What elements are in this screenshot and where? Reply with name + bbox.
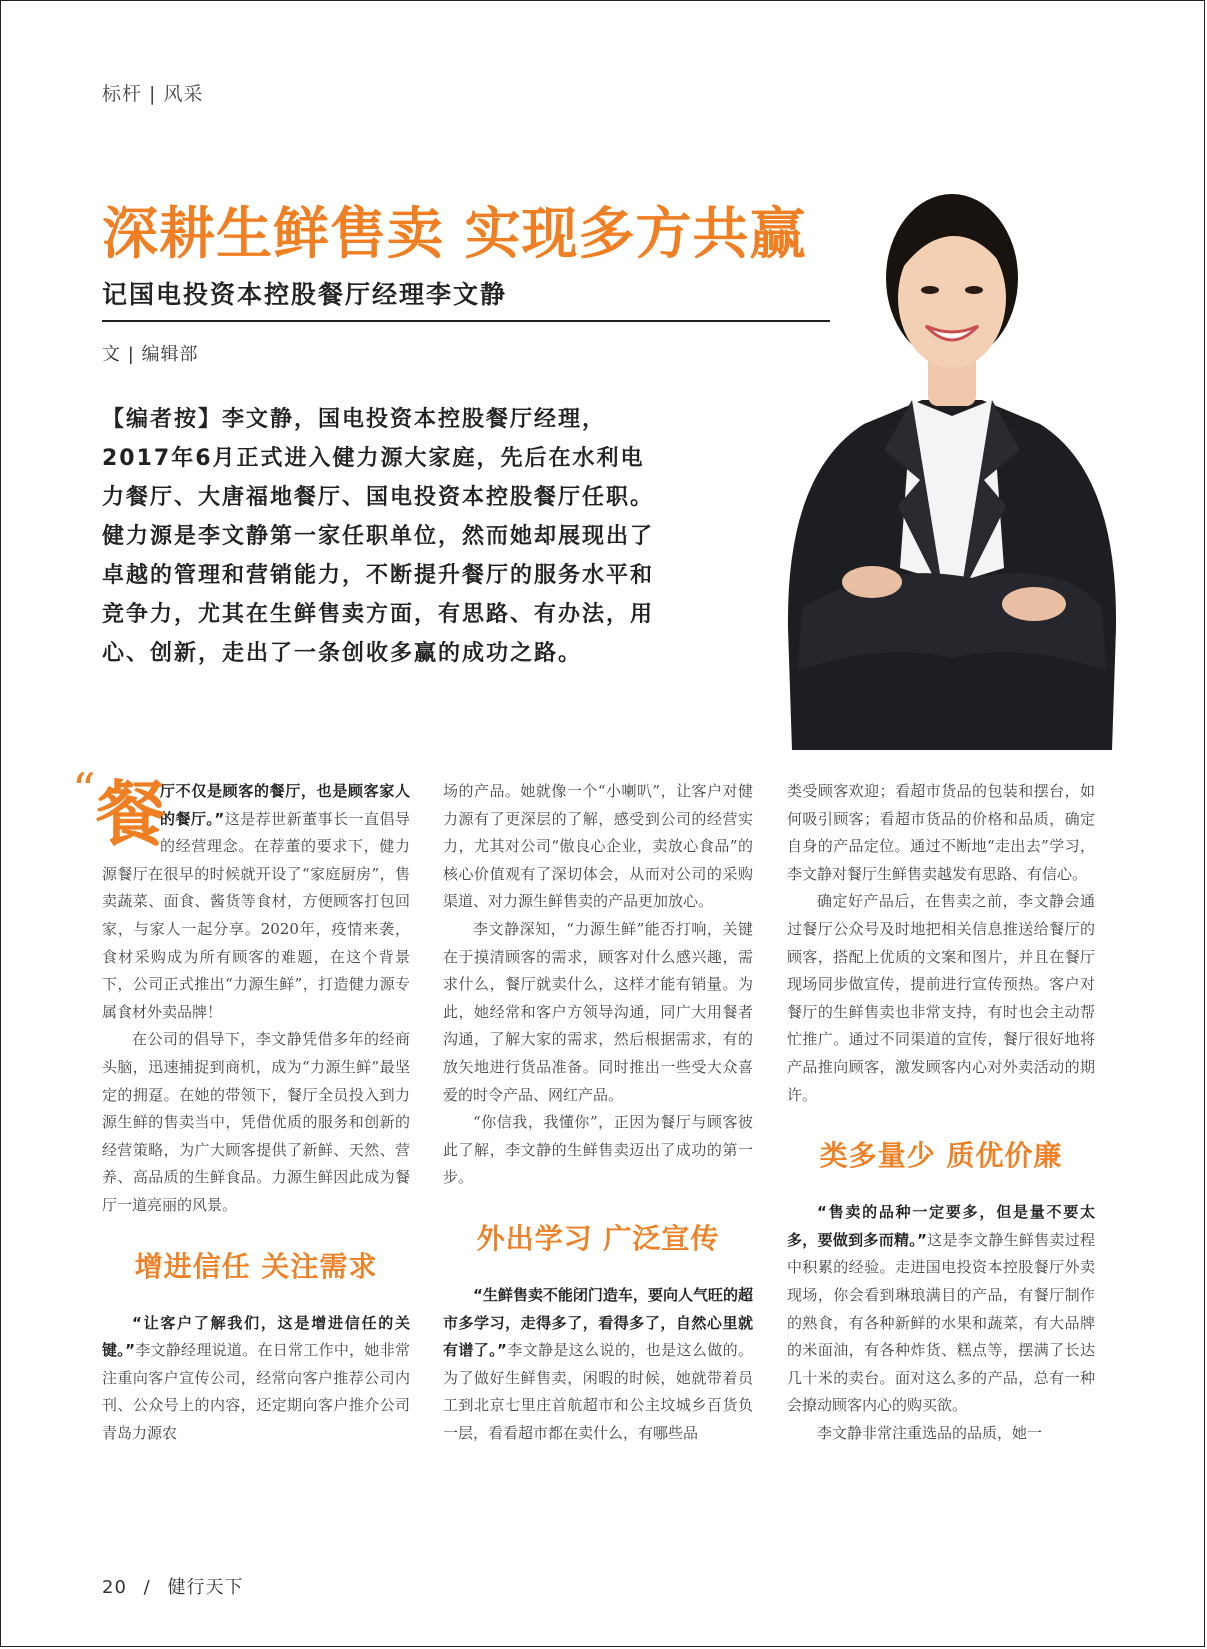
pull-quote: 厅不仅是顾客的餐厅，也是顾客家人的餐厅。” — [160, 782, 410, 828]
paragraph-text: 这是李文静生鲜售卖过程中积累的经验。走进国电投资本控股餐厅外卖现场，你会看到琳琅满目的产品，有餐厅制作的熟食，有各种新鲜的水果和蔬菜，有大品牌的米面油，有各种炸货、糕点等，摆满了长达几十米的卖台。面对这么多的产品，总有一种会撩动顾客内心的购买欲。 — [787, 1230, 1095, 1415]
portrait-eye-right — [965, 286, 983, 294]
section-tag: 标杆 | 风采 — [102, 83, 204, 105]
drop-cap — [72, 763, 166, 859]
paragraph-text: 李文静经理说道。在日常工作中，她非常注重向客户宣传公司，经常向客户推荐公司内刊、公众号上的内容，还定期向客户推介公司青岛力源农 — [102, 1341, 410, 1442]
article-title: 深耕生鲜售卖 实现多方共赢 — [102, 201, 807, 267]
paragraph: 场的产品。她就像一个“小喇叭”，让客户对健力源有了更深层的了解，感受到公司的经营实力，尤其对公司“傲良心企业，卖放心食品”的核心价值观有了深切体会，从而对公司的采购渠道、对力源生鲜售卖的产品更加放心。 — [443, 782, 753, 911]
pull-quote: “售卖的品种一定要多，但是量不要太多，要做到多而精。” — [787, 1203, 1095, 1249]
paragraph — [102, 1310, 410, 1448]
paragraph: “你信我，我懂你”，正因为餐厅与顾客彼此了解，李文静的生鲜售卖迈出了成功的第一步。 — [443, 1113, 753, 1187]
paragraph — [443, 1282, 753, 1448]
title-divider — [102, 320, 830, 322]
paragraph: 在公司的倡导下，李文静凭借多年的经商头脑，迅速捕捉到商机，成为“力源生鲜”最坚定的拥趸。在她的带领下，餐厅全员投入到力源生鲜的售卖当中，凭借优质的服务和创新的经营策略，为广大顾客提供了新鲜、天然、营养、高品质的生鲜食品。力源生鲜因此成为餐厅一道亮丽的风景。 — [102, 1030, 410, 1214]
publication-name: 健行天下 — [167, 1577, 244, 1598]
body-column-3 — [787, 778, 1095, 1447]
body-column-1 — [72, 763, 410, 1447]
quote-mark-icon: “ — [72, 763, 96, 817]
pull-quote: “让客户了解我们，这是增进信任的关键。” — [102, 1313, 410, 1360]
paragraph — [787, 1199, 1095, 1420]
subheading: 增进信任 关注需求 — [134, 1249, 378, 1283]
editor-note: 【编者按】李文静，国电投资本控股餐厅经理，2017年6月正式进入健力源大家庭，先后在水利电力餐厅、大唐福地餐厅、国电投资本控股餐厅任职。健力源是李文静第一家任职单位，然而她却展现出了卓越的管理和营销能力，不断提升餐厅的服务水平和竞争力，尤其在生鲜售卖方面，有思路、有办法，用心、创新，走出了一条创收多赢的成功之路。 — [102, 407, 655, 666]
paragraph: 确定好产品后，在售卖之前，李文静会通过餐厅公众号及时地把相关信息推送给餐厅的顾客，搭配上优质的文案和图片，并且在餐厅现场同步做宣传，提前进行宣传预热。客户对餐厅的生鲜售卖也非常支持，有时也会主动帮忙推广。通过不同渠道的宣传，餐厅很好地将产品推向顾客，激发顾客内心对外卖活动的期许。 — [787, 892, 1095, 1104]
article-subtitle: 记国电投资本控股餐厅经理李文静 — [102, 280, 508, 309]
portrait-hand-left — [842, 566, 902, 598]
subheading: 类多量少 质优价廉 — [819, 1139, 1063, 1173]
drop-cap-letter: 餐 — [96, 772, 166, 855]
paragraph: 李文静非常注重选品的品质，她一 — [817, 1423, 1043, 1442]
portrait-hand-right — [1002, 587, 1066, 621]
byline: 文 | 编辑部 — [102, 344, 199, 365]
paragraph: 李文静深知，“力源生鲜”能否打响，关键在于摸清顾客的需求，顾客对什么感兴趣，需求什么，餐厅就卖什么，这样才能有销量。为此，她经常和客户方领导沟通，同广大用餐者沟通，了解大家的需求，然后根据需求，有的放矢地进行货品准备。同时推出一些受大众喜爱的时令产品、网红产品。 — [443, 919, 753, 1104]
pull-quote: “生鲜售卖不能闭门造车，要向人气旺的超市多学习，走得多了，看得多了，自然心里就有谱了。” — [443, 1285, 753, 1360]
paragraph-text: 这是荐世新董事长一直倡导的经营理念。在荐董的要求下，健力源餐厅在很早的时候就开设了“家庭厨房”，售卖蔬菜、面食、酱货等食材，方便顾客打包回家，与家人一起分享。2020年，疫情来袭，食材采购成为所有顾客的难题，在这个背景下，公司正式推出“力源生鲜”，打造健力源专属食材外卖品牌！ — [102, 809, 410, 1021]
portrait-eye-left — [921, 286, 939, 294]
paragraph-text: 李文静是这么说的，也是这么做的。为了做好生鲜售卖，闲暇的时候，她就带着员工到北京七里庄首航超市和公主坟城乡百货负一层，看看超市都在卖什么，有哪些品 — [443, 1341, 753, 1442]
footer-separator: / — [143, 1577, 151, 1598]
page-number: 20 — [102, 1577, 127, 1598]
paragraph: 类受顾客欢迎；看超市货品的包装和摆台，如何吸引顾客；看超市货品的价格和品质，确定自身的产品定位。通过不断地“走出去”学习，李文静对餐厅生鲜售卖越发有思路、有信心。 — [787, 782, 1095, 883]
portrait-photo — [772, 188, 1132, 750]
page-footer — [102, 1573, 243, 1599]
subheading: 外出学习 广泛宣传 — [476, 1221, 720, 1255]
body-column-2 — [443, 778, 753, 1447]
